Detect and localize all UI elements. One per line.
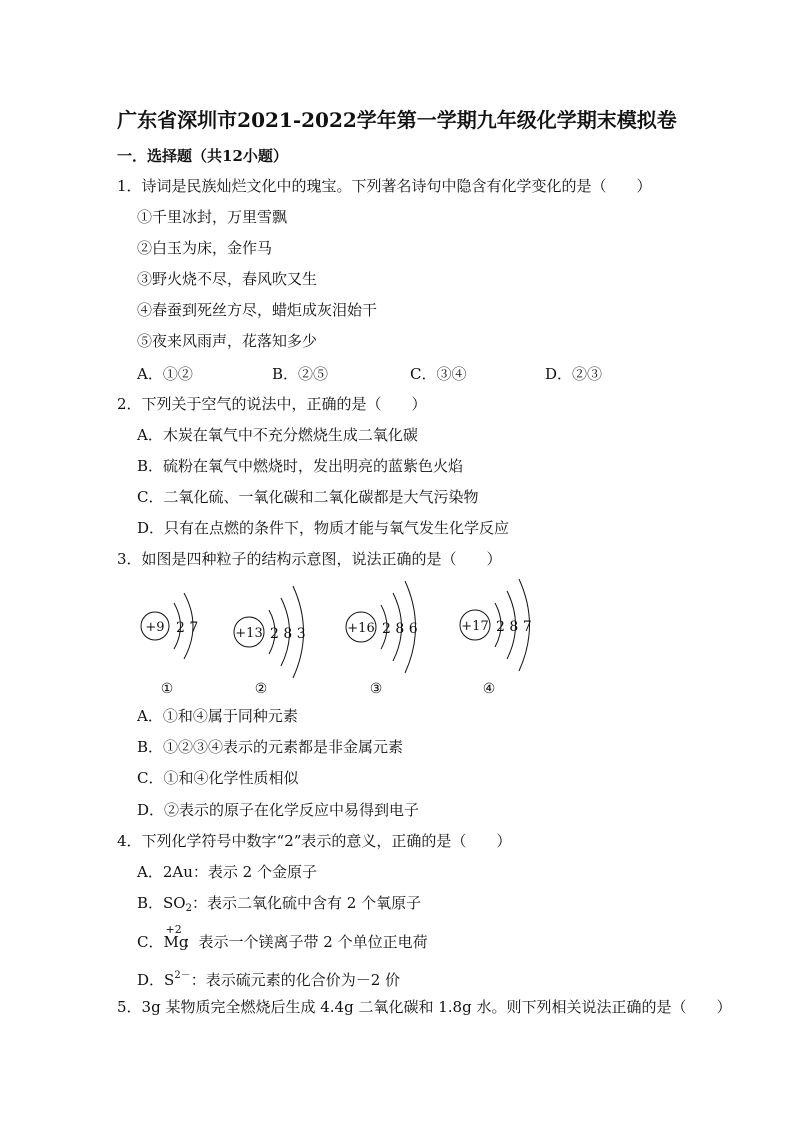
particle-3 [346, 581, 418, 697]
q3-option-b: B．①②③④表示的元素都是非金属元素 [137, 738, 404, 756]
particle-2-label: ② [254, 681, 268, 697]
particle-1 [141, 593, 198, 697]
q4-option-d [137, 966, 400, 990]
particle-4-electrons: 2 8 7 [496, 619, 532, 635]
q1-choice-d: D．②③ [545, 365, 603, 383]
q4-b-subscript: 2 [185, 903, 192, 914]
q1-poem-5: ⑤夜来风雨声，花落知多少 [137, 332, 318, 350]
q4-b-text: ：表示二氧化硫中含有 2 个氧原子 [191, 894, 422, 912]
question-3-stem: 3．如图是四种粒子的结构示意图，说法正确的是（ ） [117, 550, 502, 568]
q3-option-a: A．①和④属于同种元素 [137, 707, 298, 725]
question-4-stem: 4．下列化学符号中数字“2”表示的意义，正确的是（ ） [117, 832, 512, 850]
q4-option-a: A．2Au：表示 2 个金原子 [137, 863, 317, 881]
q3-option-c: C．①和④化学性质相似 [137, 769, 299, 787]
particle-1-label: ① [160, 681, 174, 697]
particle-3-electrons: 2 8 6 [382, 621, 418, 637]
question-2-stem: 2．下列关于空气的说法中，正确的是（ ） [117, 395, 427, 413]
q1-poem-1: ①千里冰封，万里雪飘 [137, 208, 288, 226]
q4-c-text: ：表示一个镁离子带 2 个单位正电荷 [183, 933, 428, 951]
question-1-stem: 1．诗词是民族灿烂文化中的瑰宝。下列著名诗句中隐含有化学变化的是（ ） [117, 177, 652, 195]
q1-choice-c: C．③④ [410, 365, 467, 383]
particle-2 [234, 586, 306, 697]
q4-c-symbol [163, 923, 189, 952]
page-title: 广东省深圳市2021-2022学年第一学期九年级化学期末模拟卷 [117, 108, 677, 132]
q1-poem-3: ③野火烧不尽，春风吹又生 [137, 270, 318, 288]
particle-4 [460, 579, 532, 697]
particle-2-electrons: 2 8 3 [270, 626, 306, 642]
q1-poem-4: ④春蚕到死丝方尽，蜡炬成灰泪始干 [137, 301, 378, 319]
q1-choice-b: B．②⑤ [272, 365, 329, 383]
q4-d-prefix: D．S [137, 971, 175, 989]
q4-b-prefix: B．SO [137, 894, 186, 912]
q1-choice-a: A．①② [137, 365, 193, 383]
q4-c-valence: +2 [165, 923, 182, 936]
q2-option-d: D．只有在点燃的条件下，物质才能与氧气发生化学反应 [137, 519, 510, 537]
q4-d-superscript: 2－ [174, 970, 191, 981]
particle-2-nucleus: +13 [235, 626, 263, 641]
question-5-stem: 5．3g 某物质完全燃烧后生成 4.4g 二氧化碳和 1.8g 水。则下列相关说法正确的是（ ） [117, 998, 732, 1016]
particle-1-electrons: 2 7 [176, 620, 199, 636]
q4-option-c [137, 923, 428, 952]
q2-option-b: B．硫粉在氧气中燃烧时，发出明亮的蓝紫色火焰 [137, 457, 464, 475]
q4-d-text: ：表示硫元素的化合价为－2 价 [190, 971, 401, 989]
q4-option-b [137, 893, 421, 919]
q1-poem-2: ②白玉为床，金作马 [137, 239, 273, 257]
particle-4-label: ④ [482, 681, 496, 697]
q4-c-element: Mg [163, 933, 189, 951]
particle-3-label: ③ [369, 681, 383, 697]
q4-c-prefix: C． [137, 933, 164, 951]
section-heading: 一．选择题（共12小题） [117, 147, 288, 165]
q3-option-d: D．②表示的原子在化学反应中易得到电子 [137, 801, 420, 819]
q2-option-c: C．二氧化硫、一氧化碳和二氧化碳都是大气污染物 [137, 488, 479, 506]
particle-3-nucleus: +16 [347, 621, 375, 636]
particle-4-nucleus: +17 [461, 619, 489, 634]
particle-1-nucleus: +9 [145, 620, 165, 635]
atomic-structure-diagram [130, 578, 550, 703]
q2-option-a: A．木炭在氧气中不充分燃烧生成二氧化碳 [137, 426, 418, 444]
